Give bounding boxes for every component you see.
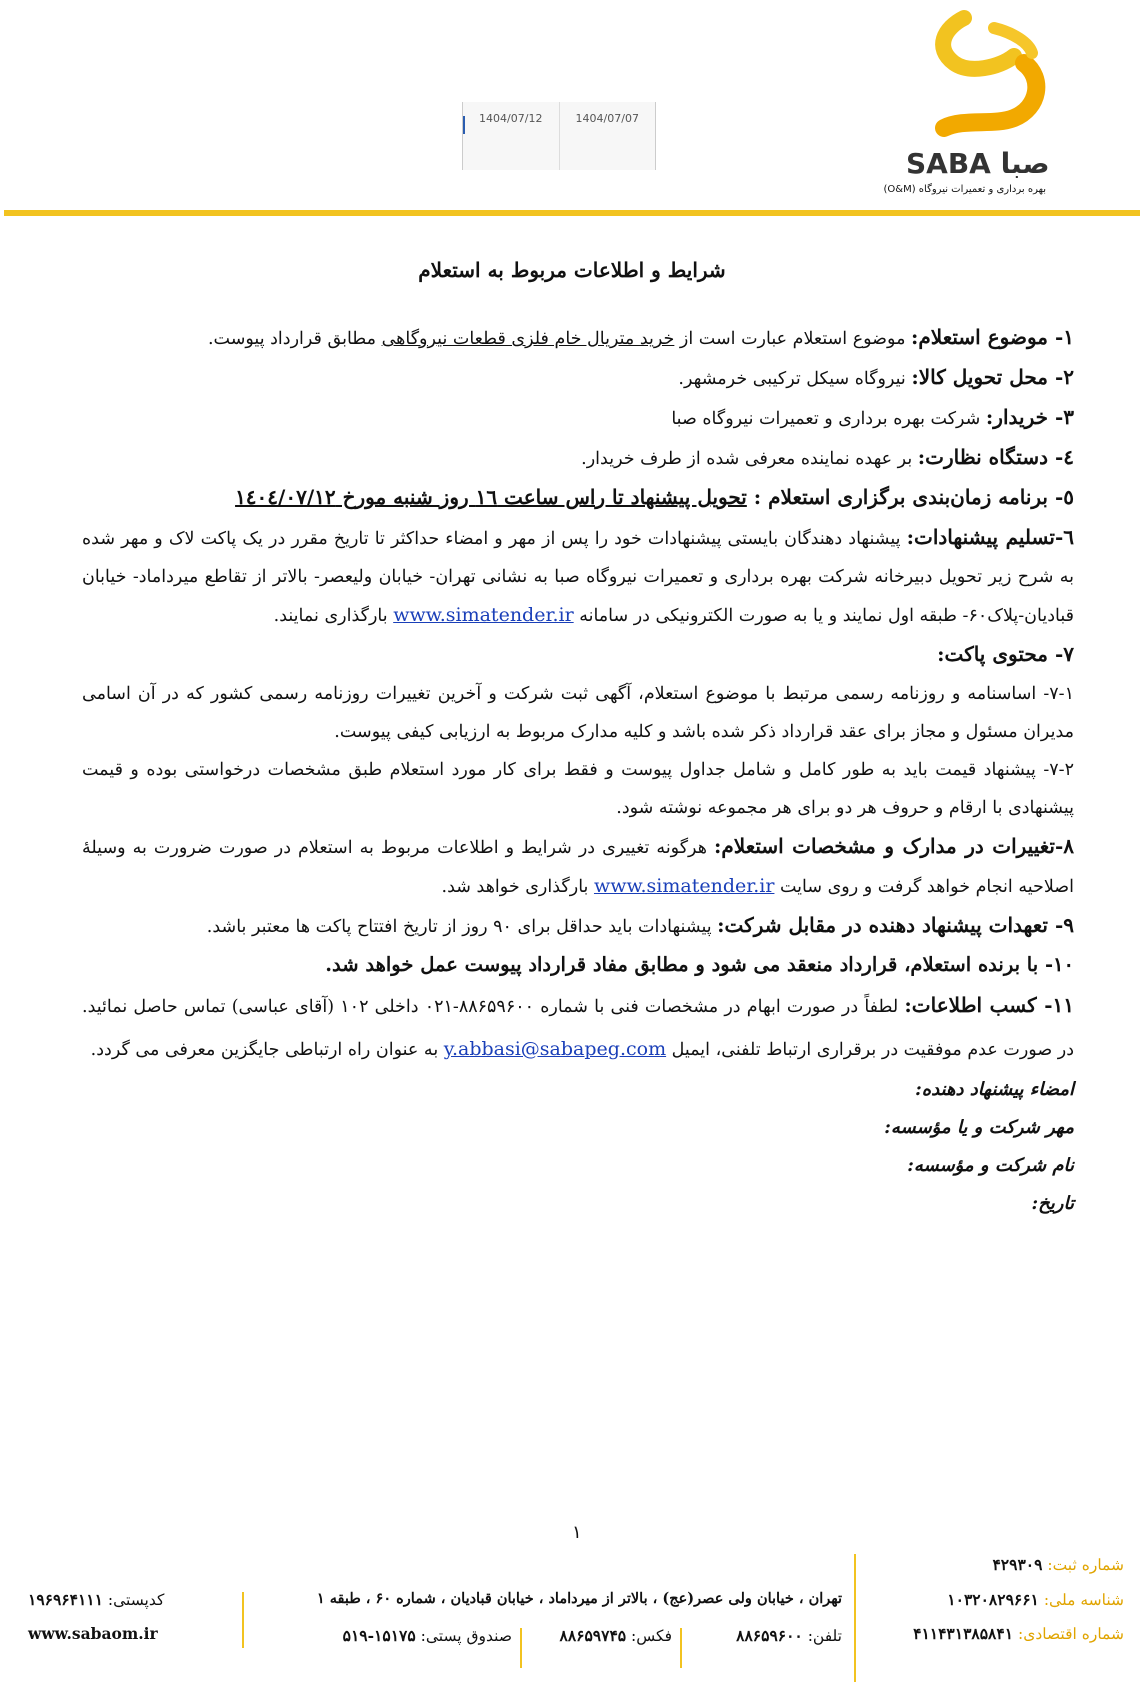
item-6-text: پیشنهاد دهندگان بایستی پیشنهادات خود را پس از مهر و امضاء حداکثر تا تاریخ مقرر در یک پاکت لاک و مهر شده به شرح زیر تحویل دبیرخانه شرکت بهره برداری و تعمیرات نیروگاه صبا به نشانی تهران- خیابان ولیعصر- بالاتر از تقاطع میرداماد- خیابان قبادیان-پلاک۶۰- طبقه اول نمایند و یا به صورت الکترونیکی در سامانه [82,529,1074,626]
item-4-text: بر عهده نماینده معرفی شده از طرف خریدار. [581,449,918,469]
email-link[interactable]: y.abbasi@sabapeg.com [443,1038,667,1060]
item-11-text: لطفاً در صورت ابهام در مشخصات فنی با شماره ۸۸۶۵۹۶۰۰-۰۲۱ داخلی ۱۰۲ (آقای عباسی) تماس حاصل نمائید. در صورت عدم موفقیت در برقراری ارتباط تلفنی، ایمیل [82,997,1074,1060]
fax-value: ۸۸۶۵۹۷۴۵ [559,1626,627,1645]
item-1-text-end: مطابق قرارداد پیوست. [207,329,382,349]
item-11-text-end: به عنوان راه ارتباطی جایگزین معرفی می گردد. [90,1040,444,1060]
item-1-text: موضوع استعلام عبارت است از [674,329,912,349]
pobox-value: ۱۵۱۷۵-۵۱۹ [342,1626,416,1645]
date-marker [463,116,465,134]
footer-divider-4 [520,1628,522,1668]
footer-address: تهران ، خیابان ولی عصر(عج) ، بالاتر از میرداماد ، خیابان قبادیان ، شماره ۶۰ ، طبقه ۱ [316,1590,842,1607]
footer-reg [992,1555,1124,1574]
item-8-text: هرگونه تغییری در شرایط و اطلاعات مربوط به استعلام در صورت ضرورت به وسیلهٔ اصلاحیه انجام خواهد گرفت و روی سایت [82,838,1074,897]
postal-label: کدپستی: [107,1591,165,1609]
signature-label: امضاء پیشنهاد دهنده: [915,1079,1074,1100]
footer-postal [28,1590,164,1609]
footer-economic-id [913,1624,1124,1643]
item-2 [82,358,1074,398]
item-8-text-end: بارگذاری خواهد شد. [441,877,594,897]
page-number: ١ [572,1522,582,1543]
item-9-text: پیشنهادات باید حداقل برای ۹۰ روز از تاریخ افتتاح پاکت ها معتبر باشد. [206,917,718,937]
footer-national-id [947,1590,1124,1609]
document-title: شرایط و اطلاعات مربوط به استعلام [418,258,726,282]
item-3-text: شرکت بهره برداری و تعمیرات نیروگاه صبا [671,409,986,429]
item-11-label: ١١- کسب اطلاعات: [904,993,1074,1017]
date-stamp [462,102,656,170]
item-1 [82,318,1074,358]
document-body [82,318,1074,1223]
item-6-text-end: بارگذاری نمایند. [273,606,394,626]
reg-label: شماره ثبت: [1047,1556,1124,1574]
item-8-label: ٨-تغییرات در مدارک و مشخصات استعلام: [714,834,1074,858]
item-3-label: ۳- خریدار: [985,405,1074,429]
item-7-label: ٧- محتوی پاکت: [937,642,1074,666]
date-cell-1: 1404/07/12 [479,112,543,125]
saba-logo-icon [904,8,1054,188]
item-10: ١٠- با برنده استعلام، قرارداد منعقد می شود و مطابق مفاد قرارداد پیوست عمل خواهد شد. [325,953,1074,976]
item-9-label: ٩- تعهدات پیشنهاد دهنده در مقابل شرکت: [717,913,1074,937]
simatender-link-2[interactable]: www.simatender.ir [593,875,775,897]
date-label: تاریخ: [1031,1193,1074,1214]
item-5-label: ٥- برنامه زمان‌بندی برگزاری استعلام : [746,485,1074,509]
item-9 [82,906,1074,946]
item-1-subject: خرید متریال خام فلزی قطعات نیروگاهی [381,329,675,349]
footer-pobox [343,1626,512,1645]
footer-phone [736,1626,842,1645]
item-2-label: ۲- محل تحویل کالا: [911,365,1074,389]
item-5 [82,478,1074,518]
logo-text: SABA صبا [906,147,1050,180]
item-8 [82,827,1074,906]
eco-value: ۴۱۱۴۳۱۳۸۵۸۴۱ [913,1624,1014,1643]
stamp-label: مهر شرکت و یا مؤسسه: [884,1117,1074,1138]
postal-value: ۱۹۶۹۶۴۱۱۱ [28,1590,103,1609]
footer-fax [560,1626,673,1645]
item-5-deadline: تحویل پیشنهاد تا راس ساعت ١٦ روز شنبه مورخ ١٤٠٤/٠٧/١٢ [235,485,747,509]
item-7-1: ۷-۱- اساسنامه و روزنامه رسمی مرتبط با موضوع استعلام، آگهی ثبت شرکت و آخرین تغییرات روزنامه رسمی کشور که در آن اسامی مدیران مسئول و مجاز برای عقد قرارداد ذکر شده باشد و کلیه مدارک مربوط به ارزیابی کیفی پیوست. [82,684,1074,742]
item-3 [82,398,1074,438]
company-name-label: نام شرکت و مؤسسه: [907,1155,1074,1176]
item-6 [82,518,1074,635]
logo-subtitle: بهره برداری و تعمیرات نیروگاه (O&M) [883,184,1046,195]
item-4-label: ٤- دستگاه نظارت: [917,445,1074,469]
nat-label: شناسه ملی: [1043,1591,1124,1609]
phone-label: تلفن: [807,1627,842,1645]
item-6-label: ٦-تسلیم پیشنهادات: [906,525,1074,549]
item-1-label: ۱- موضوع استعلام: [911,325,1074,349]
pobox-label: صندوق پستی: [420,1627,512,1645]
item-7 [82,635,1074,675]
reg-value: ۴۲۹۳۰۹ [992,1555,1043,1574]
item-7-2: ۷-۲- پیشنهاد قیمت باید به طور کامل و شامل جداول پیوست و فقط برای کار مورد استعلام طبق مشخصات درخواستی بوده و قیمت پیشنهادی با ارقام و حروف هر دو برای هر مجموعه نوشته شود. [82,760,1074,818]
header-divider [4,210,1140,216]
footer-divider-3 [680,1628,682,1668]
eco-label: شماره اقتصادی: [1017,1625,1124,1643]
website-link[interactable]: www.sabaom.ir [28,1624,158,1643]
saba-logo [904,8,1054,198]
footer-divider-1 [854,1554,856,1682]
fax-label: فکس: [631,1627,672,1645]
nat-value: ۱۰۳۲۰۸۲۹۶۶۱ [947,1590,1039,1609]
item-4 [82,438,1074,478]
footer-divider-2 [242,1592,244,1648]
simatender-link[interactable]: www.simatender.ir [393,604,574,626]
item-2-text: نیروگاه سیکل ترکیبی خرمشهر. [678,369,912,389]
date-cell-2: 1404/07/07 [559,102,656,170]
phone-value: ۸۸۶۵۹۶۰۰ [736,1626,803,1645]
item-11 [82,984,1074,1071]
